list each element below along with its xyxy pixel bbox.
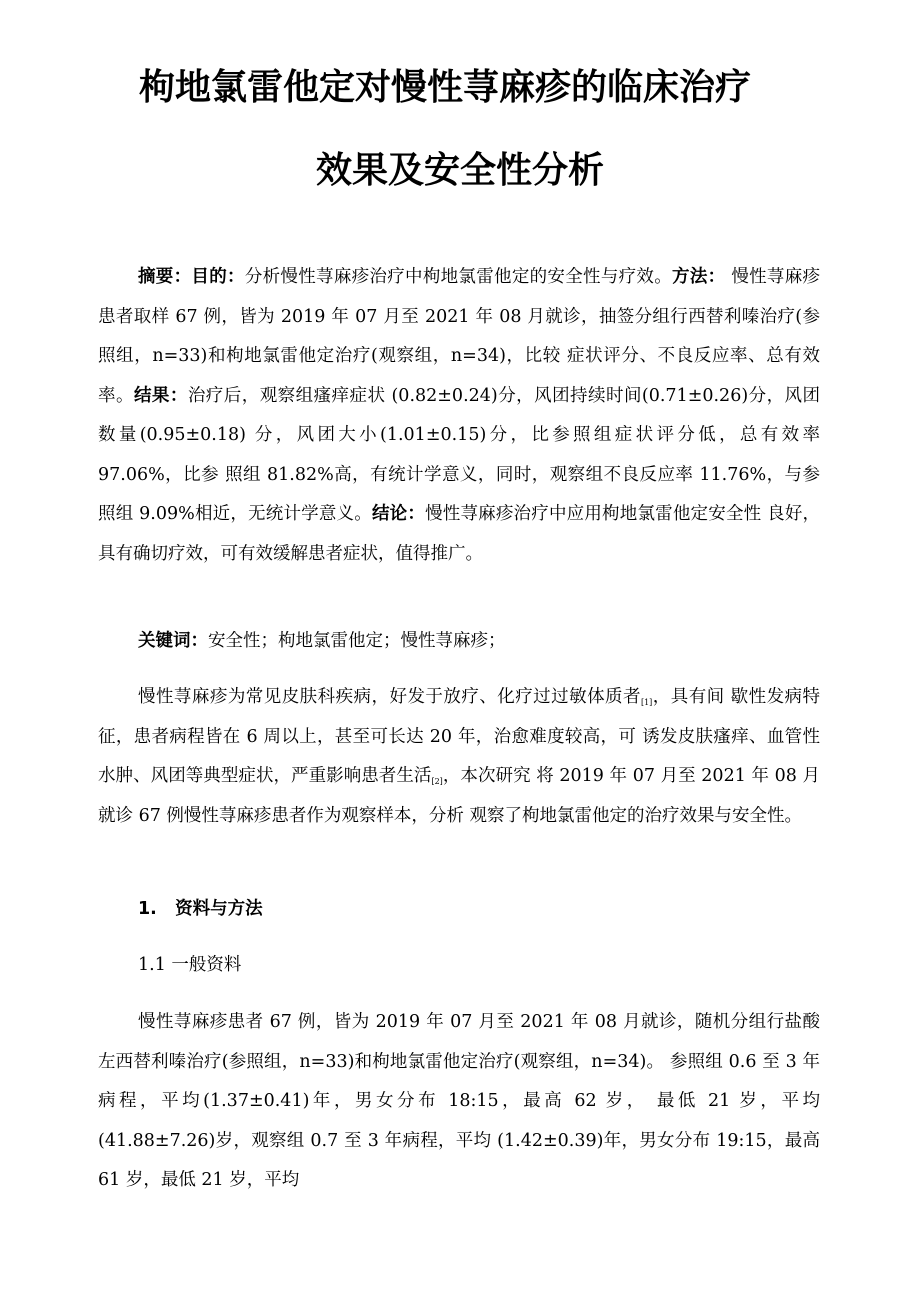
intro-text-part-3: ，本次研究 将 2019 年 07 月至 2021 年 08 月就诊 67 例慢性荨麻疹患者作为观察样本，分析 观察了枸地氯雷他定的治疗效果与安全性。	[98, 766, 820, 826]
abstract-paragraph	[98, 258, 820, 574]
keywords-line	[98, 622, 820, 662]
conclusion-label: 结论：	[371, 504, 426, 524]
abstract-label: 摘要：	[138, 267, 192, 287]
section-1-1-heading: 1.1 一般资料	[138, 955, 242, 975]
intro-text-part-2: ，具有间 歇性发病特征，患者病程皆在 6 周以上，甚至可长达 20 年，治愈难度较高，可 诱发皮肤瘙痒、血管性水肿、风团等典型症状，严重影响患者生活	[98, 687, 821, 786]
objective-text: 分析慢性荨麻疹治疗中枸地氯雷他定的安全性与疗效。	[244, 267, 673, 287]
intro-text-part-1: 慢性荨麻疹为常见皮肤科疾病，好发于放疗、化疗过过敏体质者	[138, 687, 641, 707]
title-line-1: 枸地氯雷他定对慢性荨麻疹的临床治疗	[138, 67, 751, 108]
results-label: 结果：	[133, 385, 188, 406]
title-line-2: 效果及安全性分析	[315, 150, 604, 191]
section-1-heading	[98, 890, 820, 930]
keywords-text: 安全性；枸地氯雷他定；慢性荨麻疹；	[208, 631, 506, 651]
keywords-label: 关键词：	[138, 631, 208, 651]
intro-paragraph	[98, 678, 820, 836]
conclusion-text: 慢性荨麻疹治疗中应用枸地氯雷他定安全性 良好，具有确切疗效，可有效缓解患者症状，值得推广。	[98, 504, 821, 564]
citation-ref-1[interactable]: [1]	[640, 698, 653, 707]
methods-text: 慢性荨麻疹患者取样 67 例，皆为 2019 年 07 月至 2021 年 08 月就诊，抽签分组行西替利嗪治疗(参照组，n=33)和枸地氯雷他定治疗(观察组，n=34)，比较 症状评分、不良反应率、总有效率。	[98, 267, 821, 406]
section-1-title: 1. 资料与方法	[138, 899, 263, 919]
results-text: 治疗后，观察组瘙痒症状 (0.82±0.24)分，风团持续时间(0.71±0.26)分，风团数量(0.95±0.18) 分，风团大小(1.01±0.15)分，比参照组症状评分低，总有效率 97.06%，比参 照组 81.82%高，有统计学意义，同时，观察组不良反应率 11.76%，与参照组 9.09%相近，无统计学意义。	[98, 385, 821, 524]
objective-label: 目的：	[191, 267, 245, 287]
citation-ref-2[interactable]: [2]	[431, 777, 443, 786]
general-data-paragraph: 慢性荨麻疹患者 67 例，皆为 2019 年 07 月至 2021 年 08 月就诊，随机分组行盐酸左西替利嗪治疗(参照组，n=33)和枸地氯雷他定治疗(观察组，n=34)。 参照组 0.6 至 3 年病程，平均(1.37±0.41)年，男女分布 18:15，最高 62 岁， 最低 21 岁，平均(41.88±7.26)岁，观察组 0.7 至 3 年病程，平均 (1.42±0.39)年，男女分布 19:15，最高 61 岁，最低 21 岁，平均	[98, 1012, 820, 1190]
methods-label: 方法：	[672, 267, 726, 287]
